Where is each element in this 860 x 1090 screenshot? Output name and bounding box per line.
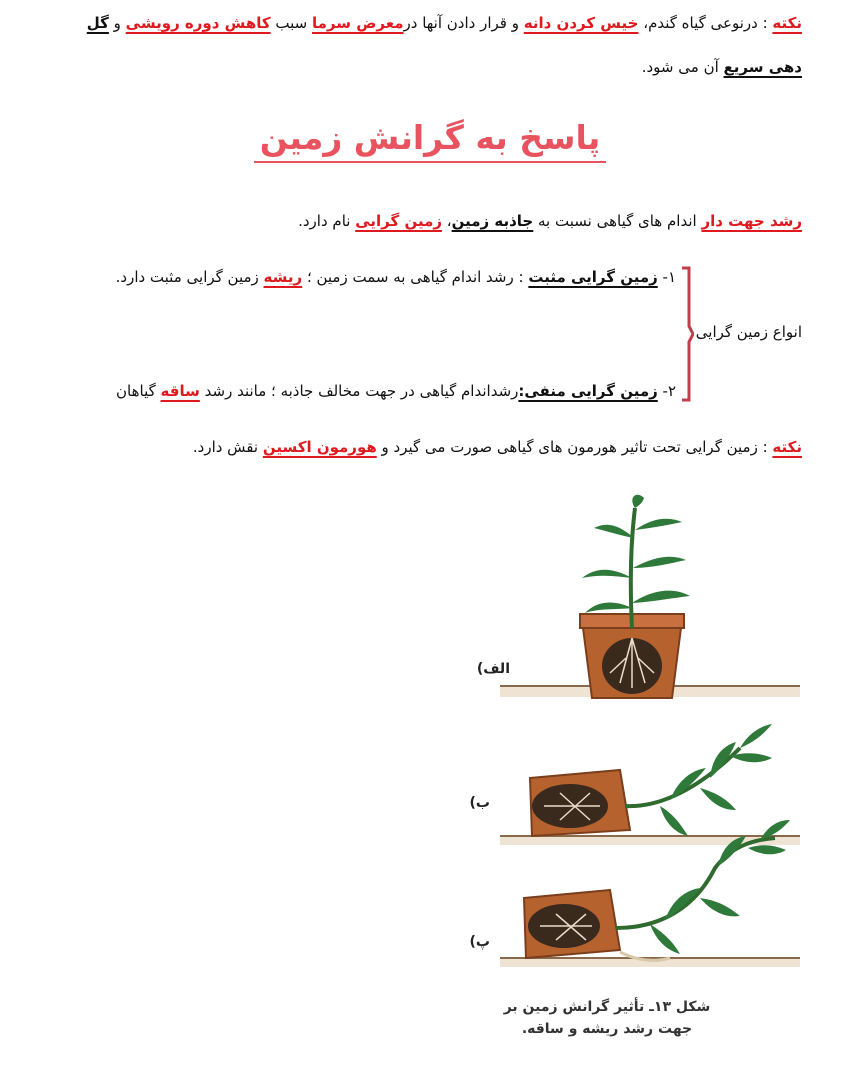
- figure-caption: [502, 996, 712, 1040]
- section-title: [0, 118, 860, 157]
- note2-label: نکته: [772, 438, 802, 456]
- note1-highlight2: معرض سرما: [312, 14, 404, 32]
- gravitropism-figure: [460, 488, 800, 1048]
- note1-text5: آن می شود.: [641, 58, 724, 76]
- definition-line: [40, 210, 802, 232]
- type-positive-number: ۱-: [657, 268, 676, 286]
- type-positive-highlight: ریشه: [263, 268, 303, 286]
- note2-text1: : زمین گرایی تحت تاثیر هورمون های گیاهی صورت می گیرد و: [376, 438, 773, 456]
- note1-text1: : درنوعی گیاه گندم،: [638, 14, 773, 32]
- type-negative-highlight: ساقه: [160, 382, 200, 400]
- definition-term: رشد جهت دار: [701, 212, 802, 230]
- curly-bracket: [680, 266, 694, 402]
- type-negative-text1: رشداندام گیاهی در جهت مخالف جاذبه ؛ مانند رشد: [199, 382, 519, 400]
- figure-label-c: پ): [469, 934, 490, 950]
- note1-text3: سبب: [270, 14, 312, 32]
- plant-illustration: [460, 488, 800, 988]
- note1-line2: [40, 56, 802, 78]
- note1-text2: و قرار دادن آنها در: [403, 14, 524, 32]
- note1-highlight4a: گل: [86, 14, 109, 32]
- definition-highlight2: جاذبه زمین: [451, 212, 534, 230]
- types-label: انواع زمین گرایی: [695, 323, 802, 341]
- figure-label-a: الف): [476, 661, 510, 677]
- figure-caption-line2: جهت رشد ریشه و ساقه.: [521, 1021, 693, 1037]
- note2-line: [40, 436, 802, 458]
- note1-text4: و: [108, 14, 126, 32]
- note1-highlight1: خیس کردن دانه: [523, 14, 639, 32]
- type-negative-term: زمین گرایی منفی:: [518, 382, 658, 400]
- note2-text2: نقش دارد.: [192, 438, 263, 456]
- type-positive-term: زمین گرایی مثبت: [528, 268, 658, 286]
- definition-text3: نام دارد.: [298, 212, 356, 230]
- type-positive-text1: : رشد اندام گیاهی به سمت زمین ؛: [302, 268, 529, 286]
- definition-highlight3: زمین گرایی: [355, 212, 442, 230]
- note1-line1: [40, 12, 802, 34]
- type-negative-number: ۲-: [657, 382, 676, 400]
- type-negative-text2: گیاهان: [116, 382, 161, 400]
- note1-highlight3: کاهش دوره رویشی: [125, 14, 271, 32]
- definition-text1: اندام های گیاهی نسبت به: [533, 212, 702, 230]
- note2-highlight: هورمون اکسین: [262, 438, 377, 456]
- figure-label-b: ب): [469, 795, 490, 811]
- type-positive: [40, 266, 676, 288]
- section-title-text: پاسخ به گرانش زمین: [254, 118, 607, 163]
- type-positive-text2: زمین گرایی مثبت دارد.: [115, 268, 264, 286]
- panel-b-plant: [500, 724, 800, 845]
- definition-text2: ،: [442, 212, 452, 230]
- type-negative: [40, 380, 676, 402]
- note1-label: نکته: [772, 14, 802, 32]
- panel-a-plant: [500, 495, 800, 698]
- note1-highlight4b: دهی سریع: [723, 58, 802, 76]
- figure-caption-line1: شکل ۱۳ـ تأثیر گرانش زمین بر: [503, 999, 711, 1015]
